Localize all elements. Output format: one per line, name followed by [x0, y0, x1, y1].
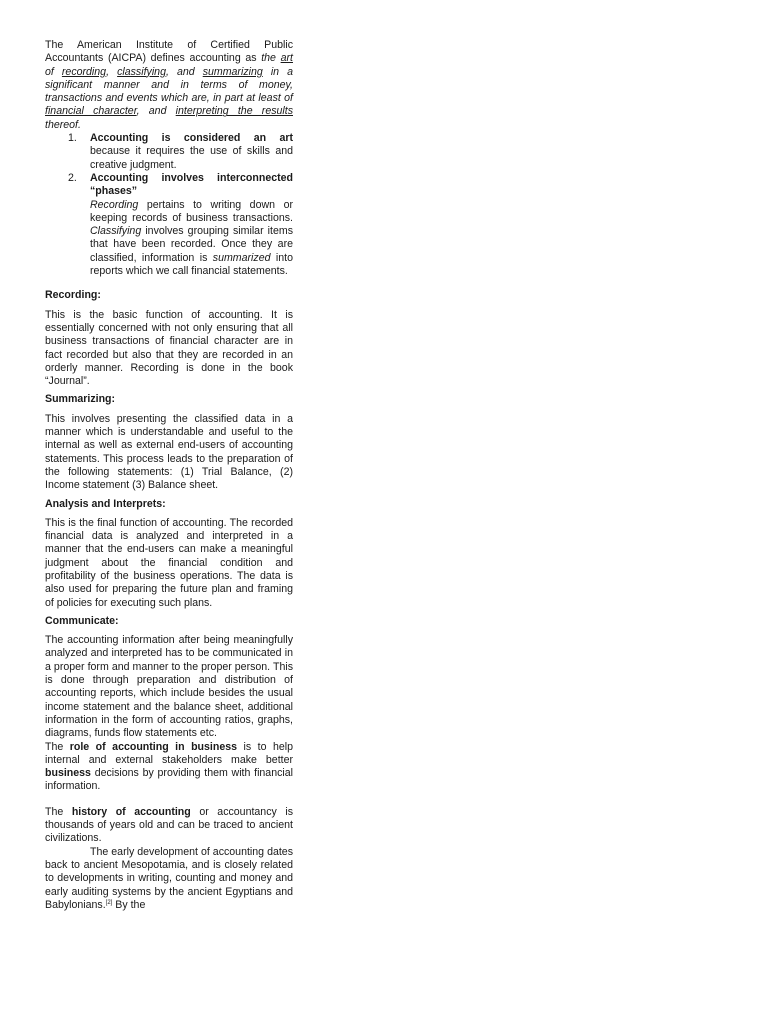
early-development-paragraph: The early development of accounting dates back to ancient Mesopotamia, and is closely related to developments in writing, counting and money and early auditing systems by the ancient Egyptians and Babylonians.[2] By the	[45, 845, 293, 911]
section-text-analysis: This is the final function of accounting. The recorded financial data is analyzed and interpreted in a manner that the end-users can make a meaningful judgment about the financial condition and profitability of the business operations. The data is also used for preparing the future plan and framing of policies for executing such plans.	[45, 516, 293, 609]
list-item	[45, 172, 293, 278]
term-art: art	[280, 52, 293, 65]
section-text-summarizing: This involves presenting the classified data in a manner which is understandable and useful to the internal as well as external end-users of accounting statements. This process leads to the preparation of the following statements: (1) Trial Balance, (2) Income statement (3) Balance sheet.	[45, 412, 293, 492]
term-summarizing: summarizing	[202, 65, 263, 78]
history-paragraph: The history of accounting or accountancy is thousands of years old and can be traced to ancient civilizations.	[45, 805, 293, 845]
intro-line: The American Institute of Certified Public Accountants (AICPA) defines accounting as	[45, 39, 293, 65]
section-text-communicate: The accounting information after being meaningfully analyzed and interpreted has to be communicated in a proper form and manner to the proper person. This is done through preparation and distribution of accounting reports, which include besides the usual income statement and the balance sheet, additional information in the form of accounting ratios, graphs, diagrams, funds flow statements etc.	[45, 634, 293, 740]
spacer	[45, 794, 293, 806]
section-heading-analysis: Analysis and Interprets:	[45, 497, 166, 510]
list-number: 2.	[68, 171, 77, 184]
role-of-accounting-paragraph: The role of accounting in business is to help internal and external stakeholders make better business decisions by providing them with financial information.	[45, 740, 293, 793]
list-number: 1.	[68, 132, 77, 145]
term-classifying: classifying	[117, 65, 166, 78]
list-item	[45, 132, 293, 172]
list-item-body: Recording pertains to writing down or keeping records of business transactions. Classifying involves grouping similar items that have been recorded. Once they are classified, information is summarized into reports which we call financial statements.	[90, 198, 293, 278]
section-heading-recording: Recording:	[45, 289, 101, 302]
list-item-title: Accounting involves interconnected “phases”	[90, 171, 293, 198]
citation-reference[interactable]: [2]	[105, 899, 113, 906]
text-column	[45, 39, 293, 912]
list-item-title: Accounting is considered an art	[90, 132, 293, 145]
term-financial-character: financial character	[45, 105, 137, 118]
list-item-body: because it requires the use of skills and creative judgment.	[90, 145, 293, 171]
aicpa-definition: the art of recording, classifying, and summarizing in a significant manner and in terms of money, transactions and events which are, in part at least of financial character, and interpreting the results thereof.	[45, 52, 293, 131]
numbered-list	[45, 132, 293, 278]
section-heading-summarizing: Summarizing:	[45, 393, 116, 406]
term-interpreting: interpreting the results	[175, 105, 293, 118]
section-text-recording: This is the basic function of accounting. It is essentially concerned with not only ensuring that all business transactions of financial character are in fact recorded but also that they are recorded in an orderly manner. Recording is done in the book “Journal”.	[45, 308, 293, 388]
term-recording: recording	[61, 65, 107, 78]
section-heading-communicate: Communicate:	[45, 614, 119, 627]
intro-paragraph	[45, 39, 293, 132]
